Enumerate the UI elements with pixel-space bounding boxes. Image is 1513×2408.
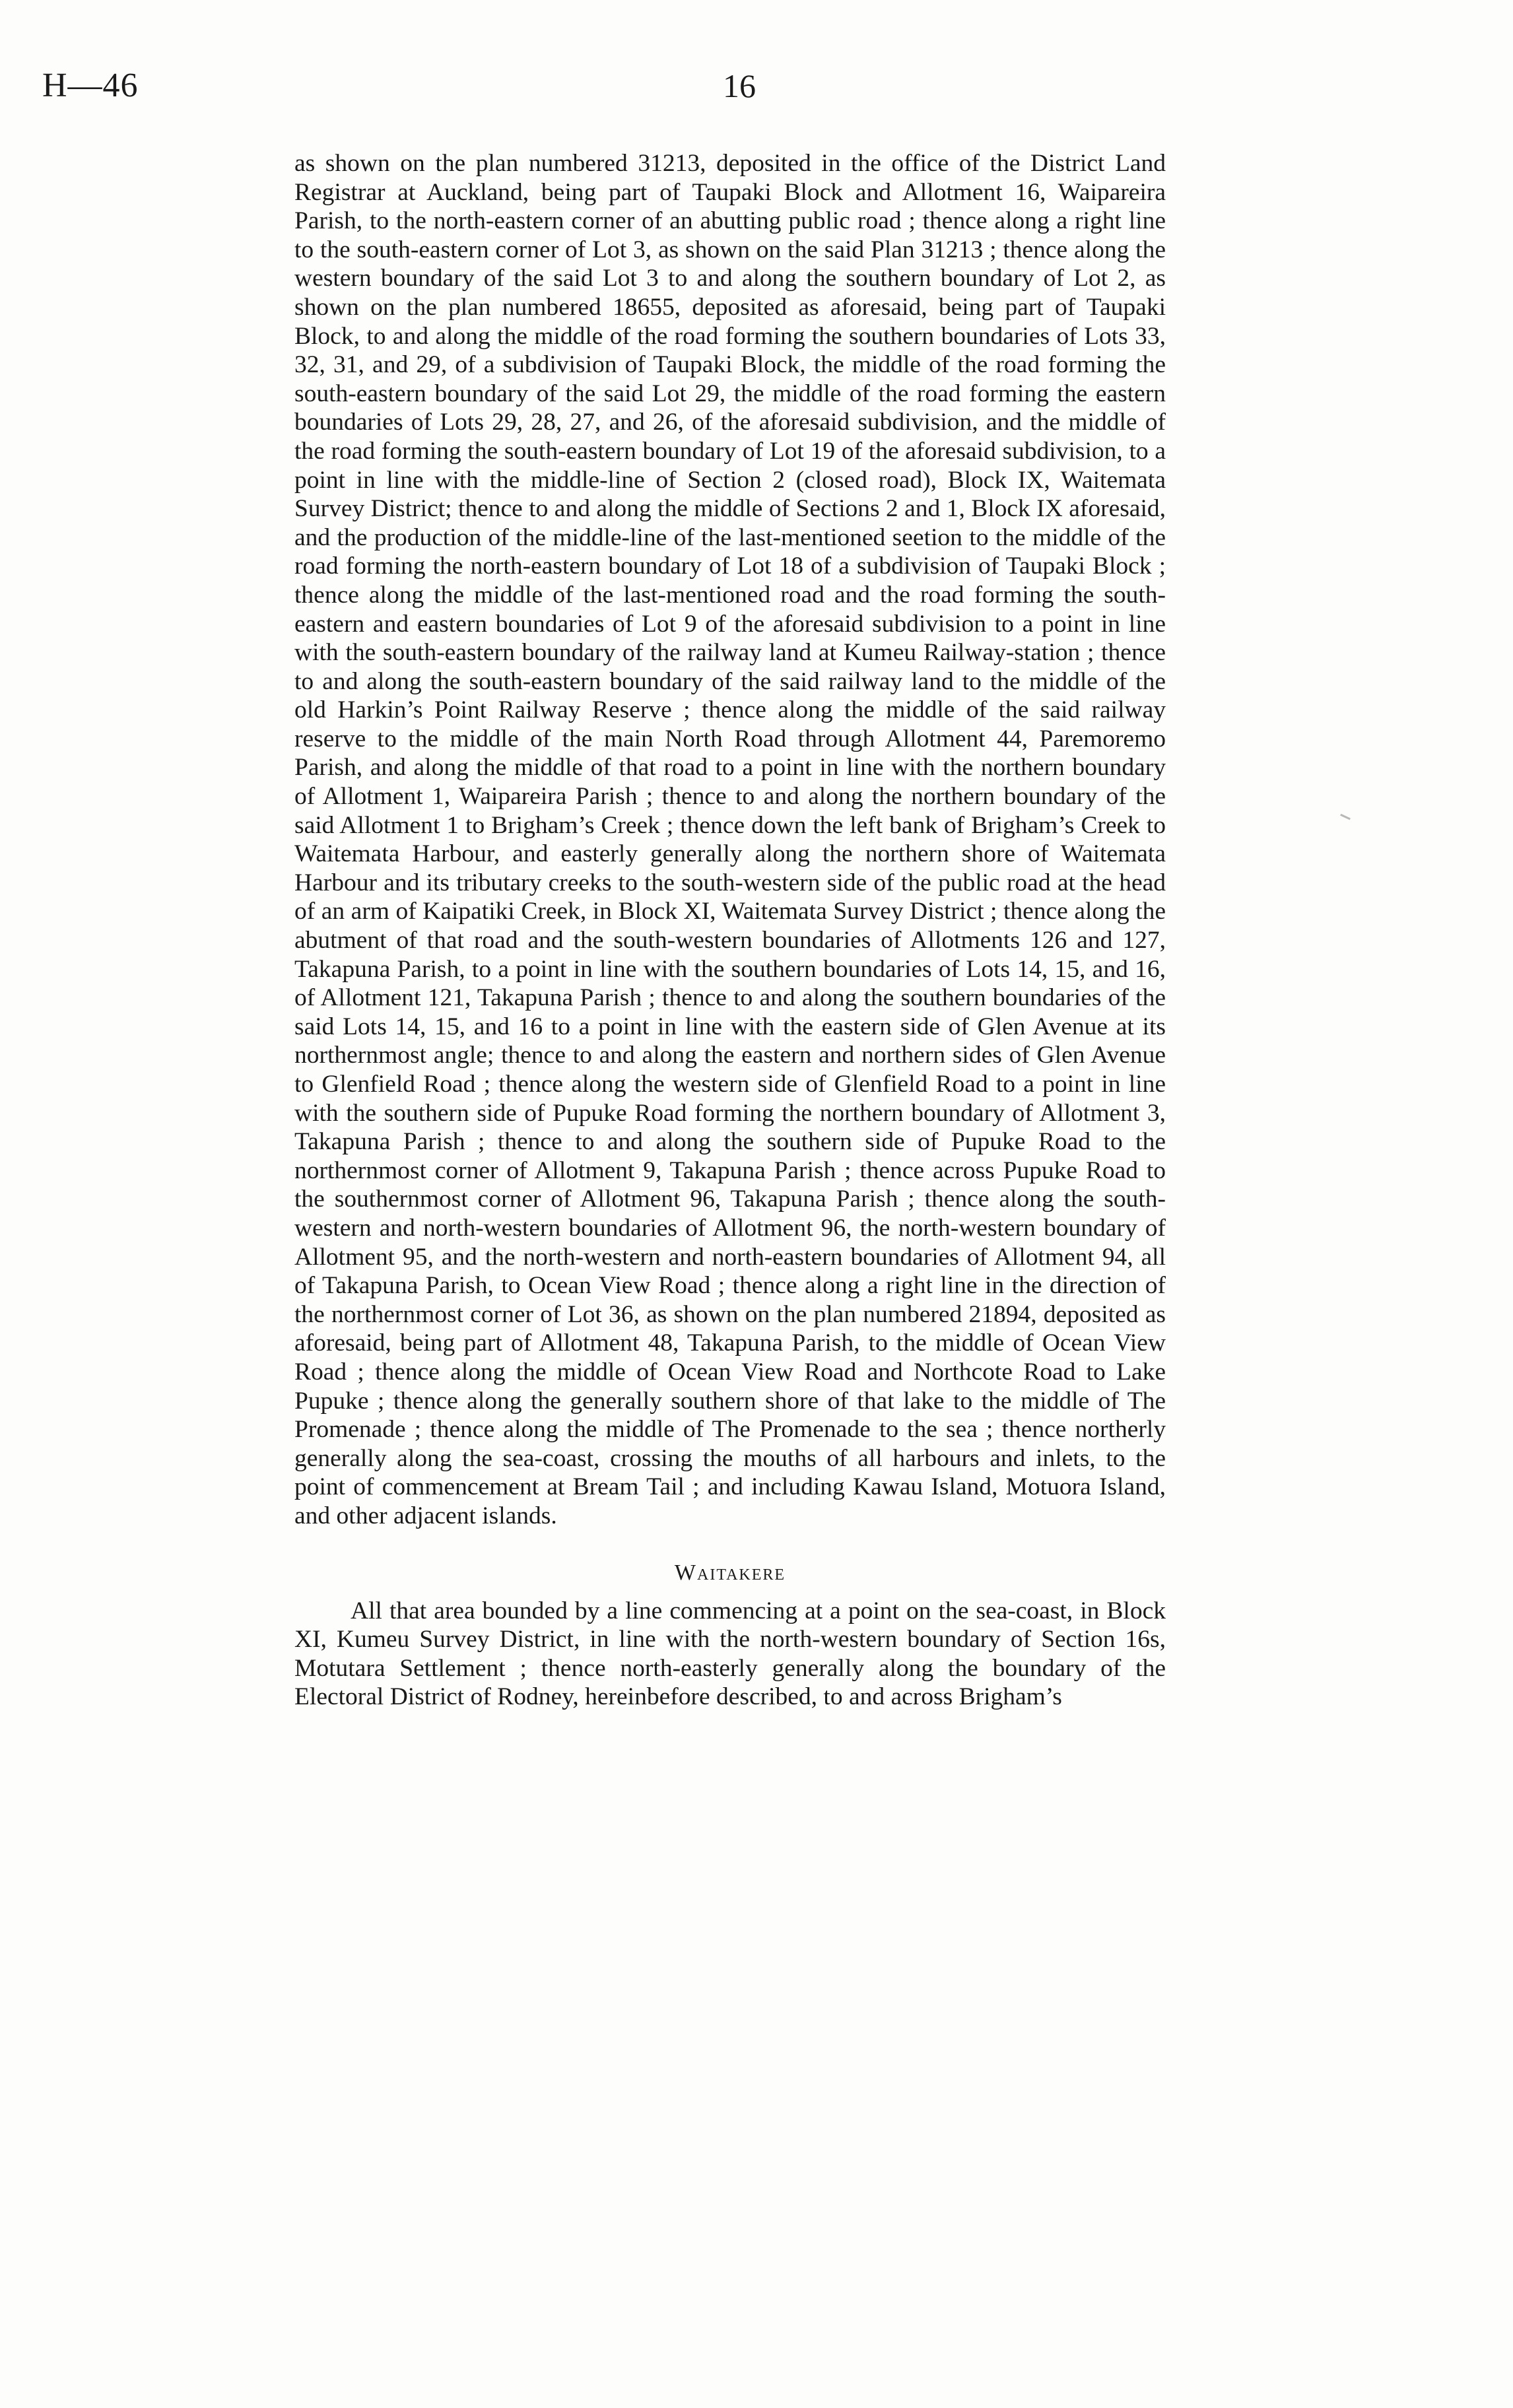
document-id: H—46 <box>42 67 139 104</box>
waitakere-boundary-paragraph: All that area bounded by a line commencing at a point on the sea-coast, in Block XI, Kumeu Survey District, in line with the north-western boundary of Section 16s, Motutara Settlement ; thence north-easterly generally along the boundary of the Electoral District of Rodney, hereinbefore described, to and across Brigham’s <box>294 1597 1166 1711</box>
page-number: 16 <box>723 67 756 104</box>
section-heading: Waitakere <box>674 1560 786 1585</box>
body-text <box>294 149 1166 1712</box>
boundary-description-paragraph: as shown on the plan numbered 31213, deposited in the office of the District Land Registrar at Auckland, being part of Taupaki Block and Allotment 16, Waipareira Parish, to the north-eastern corner of an abutting public road ; thence along a right line to the south-eastern corner of Lot 3, as shown on the said Plan 31213 ; thence along the western boundary of the said Lot 3 to and along the southern boundary of Lot 2, as shown on the plan numbered 18655, deposited as aforesaid, being part of Taupaki Block, to and along the middle of the road forming the southern boundaries of Lots 33, 32, 31, and 29, of a subdivision of Taupaki Block, the middle of the road forming the south-eastern boundary of the said Lot 29, the middle of the road forming the eastern boundaries of Lots 29, 28, 27, and 26, of the aforesaid subdivision, and the middle of the road forming the south-eastern boundary of Lot 19 of the aforesaid subdivision, to a point in line with the middle-line of Section 2 (closed road), Block IX, Waitemata Survey District; thence to and along the middle of Sections 2 and 1, Block IX aforesaid, and the production of the middle-line of the last-mentioned seetion to the middle of the road forming the north-eastern boundary of Lot 18 of a subdivision of Taupaki Block ; thence along the middle of the last-mentioned road and the road forming the south-eastern and eastern boundaries of Lot 9 of the aforesaid subdivision to a point in line with the south-eastern boundary of the railway land at Kumeu Railway-station ; thence to and along the south-eastern boundary of the said railway land to the middle of the old Harkin’s Point Railway Reserve ; thence along the middle of the said railway reserve to the middle of the main North Road through Allotment 44, Paremoremo Parish, and along the middle of that road to a point in line with the northern boundary of Allotment 1, Waipareira Parish ; thence to and along the northern boundary of the said Allotment 1 to Brigham’s Creek ; thence down the left bank of Brigham’s Creek to Waitemata Harbour, and easterly generally along the northern shore of Waitemata Harbour and its tributary creeks to the south-western side of the public road at the head of an arm of Kaipatiki Creek, in Block XI, Waitemata Survey District ; thence along the abutment of that road and the south-western boundaries of Allotments 126 and 127, Takapuna Parish, to a point in line with the southern boundaries of Lots 14, 15, and 16, of Allotment 121, Takapuna Parish ; thence to and along the southern boundaries of the said Lots 14, 15, and 16 to a point in line with the eastern side of Glen Avenue at its northernmost angle; thence to and along the eastern and northern sides of Glen Avenue to Glenfield Road ; thence along the western side of Glenfield Road to a point in line with the southern side of Pupuke Road forming the northern boundary of Allotment 3, Takapuna Parish ; thence to and along the southern side of Pupuke Road to the northernmost corner of Allotment 9, Takapuna Parish ; thence across Pupuke Road to the southernmost corner of Allotment 96, Takapuna Parish ; thence along the south-western and north-western boundaries of Allotment 96, the north-western boundary of Allotment 95, and the north-western and north-eastern boundaries of Allotment 94, all of Takapuna Parish, to Ocean View Road ; thence along a right line in the direction of the northernmost corner of Lot 36, as shown on the plan numbered 21894, deposited as aforesaid, being part of Allotment 48, Takapuna Parish, to the middle of Ocean View Road ; thence along the middle of Ocean View Road and Northcote Road to Lake Pupuke ; thence along the generally southern shore of that lake to the middle of The Promenade ; thence along the middle of The Promenade to the sea ; thence northerly generally along the sea-coast, crossing the mouths of all harbours and inlets, to the point of commencement at Bream Tail ; and including Kawau Island, Motuora Island, and other adjacent islands. <box>294 150 1166 1529</box>
scan-speck <box>1340 814 1351 820</box>
